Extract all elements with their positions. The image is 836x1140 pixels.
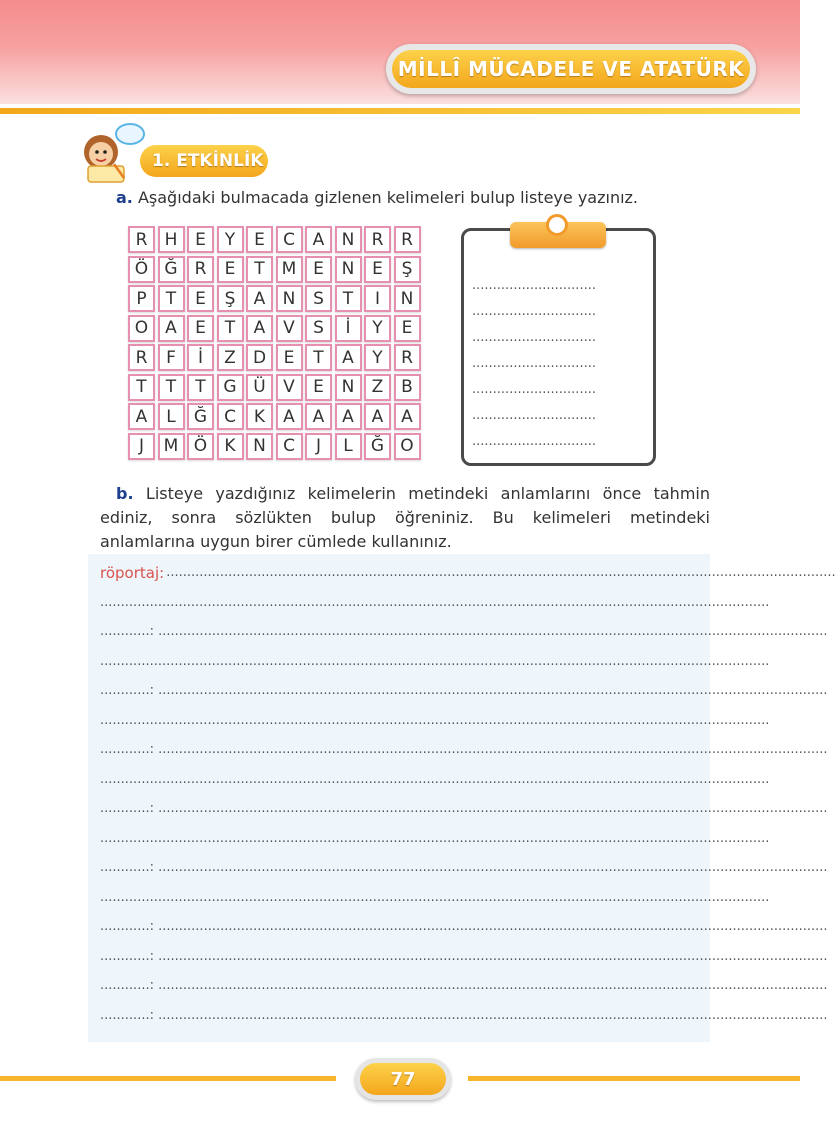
puzzle-cell: K bbox=[217, 433, 244, 460]
dotted-line[interactable]: .................................................................................................................................................................. bbox=[100, 653, 770, 669]
puzzle-cell: H bbox=[158, 226, 185, 253]
dotted-line[interactable]: .................................................................................................................................................................. bbox=[158, 978, 828, 994]
answer-row[interactable] bbox=[100, 971, 828, 1001]
puzzle-cell: A bbox=[158, 315, 185, 342]
part-b-letter: b. bbox=[116, 484, 134, 503]
puzzle-cell: E bbox=[276, 344, 303, 371]
puzzle-cell: E bbox=[246, 226, 273, 253]
puzzle-cell: N bbox=[246, 433, 273, 460]
answer-row[interactable] bbox=[100, 853, 828, 883]
puzzle-cell: N bbox=[335, 374, 362, 401]
puzzle-cell: K bbox=[246, 403, 273, 430]
girl-mascot-icon bbox=[74, 120, 148, 186]
part-b-instruction bbox=[100, 482, 710, 554]
puzzle-cell: E bbox=[305, 374, 332, 401]
puzzle-cell: T bbox=[335, 285, 362, 312]
puzzle-cell: Z bbox=[364, 374, 391, 401]
dotted-line[interactable]: .................................................................................................................................................................. bbox=[166, 565, 836, 581]
puzzle-cell: N bbox=[394, 285, 421, 312]
clipboard-line[interactable]: .............................. bbox=[472, 304, 596, 319]
puzzle-cell: Y bbox=[217, 226, 244, 253]
puzzle-cell: R bbox=[128, 226, 155, 253]
dotted-line[interactable]: .................................................................................................................................................................. bbox=[100, 594, 770, 610]
puzzle-cell: V bbox=[276, 374, 303, 401]
puzzle-cell: P bbox=[128, 285, 155, 312]
puzzle-cell: B bbox=[394, 374, 421, 401]
puzzle-cell: T bbox=[217, 315, 244, 342]
puzzle-cell: Ğ bbox=[158, 256, 185, 283]
puzzle-cell: A bbox=[335, 403, 362, 430]
chapter-title-badge bbox=[386, 44, 756, 94]
puzzle-cell: O bbox=[394, 433, 421, 460]
word-blank[interactable]: ............: bbox=[100, 801, 159, 817]
dotted-line[interactable]: .................................................................................................................................................................. bbox=[158, 948, 828, 964]
puzzle-cell: A bbox=[246, 285, 273, 312]
answer-row[interactable] bbox=[100, 558, 836, 588]
puzzle-cell: Y bbox=[364, 344, 391, 371]
puzzle-cell: J bbox=[128, 433, 155, 460]
puzzle-cell: A bbox=[305, 226, 332, 253]
dotted-line[interactable]: .................................................................................................................................................................. bbox=[158, 801, 828, 817]
header-rule bbox=[0, 108, 800, 114]
puzzle-cell: N bbox=[276, 285, 303, 312]
puzzle-cell: T bbox=[187, 374, 214, 401]
answer-row[interactable] bbox=[100, 883, 770, 913]
activity-label: 1. ETKİNLİK bbox=[140, 145, 268, 177]
answer-row[interactable] bbox=[100, 676, 828, 706]
puzzle-cell: C bbox=[217, 403, 244, 430]
puzzle-cell: G bbox=[217, 374, 244, 401]
clipboard-line[interactable]: .............................. bbox=[472, 434, 596, 449]
dotted-line[interactable]: .................................................................................................................................................................. bbox=[100, 712, 770, 728]
puzzle-cell: C bbox=[276, 433, 303, 460]
puzzle-cell: A bbox=[394, 403, 421, 430]
puzzle-cell: E bbox=[187, 226, 214, 253]
puzzle-cell: I bbox=[364, 285, 391, 312]
puzzle-cell: L bbox=[158, 403, 185, 430]
answer-row[interactable] bbox=[100, 588, 770, 618]
puzzle-cell: İ bbox=[187, 344, 214, 371]
clipboard-line[interactable]: .............................. bbox=[472, 408, 596, 423]
puzzle-cell: Ş bbox=[394, 256, 421, 283]
answer-row[interactable] bbox=[100, 706, 770, 736]
puzzle-cell: J bbox=[305, 433, 332, 460]
part-a-letter: a. bbox=[116, 188, 133, 207]
answer-row[interactable] bbox=[100, 735, 828, 765]
puzzle-cell: M bbox=[158, 433, 185, 460]
part-b-text: Listeye yazdığınız kelimelerin metindeki anlamlarını önce tahmin ediniz, sonra sözlükten bulup öğreniniz. Bu kelimeleri metindeki anlamlarına uygun birer cümlede kullanınız. bbox=[100, 484, 710, 551]
word-blank[interactable]: ............: bbox=[100, 948, 159, 964]
dotted-line[interactable]: .................................................................................................................................................................. bbox=[100, 830, 770, 846]
word-search-grid bbox=[127, 225, 422, 461]
word-blank[interactable]: ............: bbox=[100, 978, 159, 994]
puzzle-cell: E bbox=[364, 256, 391, 283]
puzzle-cell: M bbox=[276, 256, 303, 283]
page-number-badge bbox=[355, 1058, 451, 1100]
answer-row[interactable] bbox=[100, 617, 828, 647]
word-blank[interactable]: ............: bbox=[100, 919, 159, 935]
puzzle-cell: R bbox=[128, 344, 155, 371]
answer-row[interactable] bbox=[100, 1001, 828, 1031]
puzzle-cell: C bbox=[276, 226, 303, 253]
clipboard-ring-icon bbox=[546, 214, 568, 236]
puzzle-cell: N bbox=[335, 256, 362, 283]
puzzle-cell: N bbox=[335, 226, 362, 253]
puzzle-cell: S bbox=[305, 285, 332, 312]
word-blank[interactable]: ............: bbox=[100, 683, 159, 699]
puzzle-cell: O bbox=[128, 315, 155, 342]
puzzle-cell: Z bbox=[217, 344, 244, 371]
clipboard-line[interactable]: .............................. bbox=[472, 356, 596, 371]
chapter-title: MİLLÎ MÜCADELE VE ATATÜRK bbox=[392, 50, 750, 88]
puzzle-cell: E bbox=[305, 256, 332, 283]
puzzle-cell: A bbox=[364, 403, 391, 430]
word-blank[interactable]: ............: bbox=[100, 742, 159, 758]
puzzle-cell: A bbox=[128, 403, 155, 430]
puzzle-cell: Y bbox=[364, 315, 391, 342]
word-blank[interactable]: ............: bbox=[100, 860, 159, 876]
part-a-text: Aşağıdaki bulmacada gizlenen kelimeleri bulup listeye yazınız. bbox=[137, 188, 639, 207]
puzzle-cell: A bbox=[276, 403, 303, 430]
puzzle-cell: Ş bbox=[217, 285, 244, 312]
puzzle-cell: R bbox=[187, 256, 214, 283]
puzzle-cell: E bbox=[187, 285, 214, 312]
puzzle-cell: D bbox=[246, 344, 273, 371]
puzzle-cell: R bbox=[364, 226, 391, 253]
dotted-line[interactable]: .................................................................................................................................................................. bbox=[100, 889, 770, 905]
answer-row[interactable] bbox=[100, 794, 828, 824]
answer-row[interactable] bbox=[100, 765, 770, 795]
footer-rule-right bbox=[468, 1076, 800, 1081]
puzzle-cell: E bbox=[187, 315, 214, 342]
puzzle-cell: S bbox=[305, 315, 332, 342]
answer-row[interactable] bbox=[100, 912, 828, 942]
puzzle-cell: A bbox=[246, 315, 273, 342]
puzzle-cell: İ bbox=[335, 315, 362, 342]
dotted-line[interactable]: .................................................................................................................................................................. bbox=[158, 1007, 828, 1023]
puzzle-cell: T bbox=[158, 285, 185, 312]
word-blank[interactable]: ............: bbox=[100, 624, 159, 640]
clipboard-line[interactable]: .............................. bbox=[472, 382, 596, 397]
puzzle-cell: V bbox=[276, 315, 303, 342]
dotted-line[interactable]: .................................................................................................................................................................. bbox=[158, 860, 828, 876]
dotted-line[interactable]: .................................................................................................................................................................. bbox=[158, 742, 828, 758]
puzzle-cell: T bbox=[128, 374, 155, 401]
clipboard-word-list bbox=[472, 278, 644, 460]
puzzle-cell: Ü bbox=[246, 374, 273, 401]
puzzle-cell: T bbox=[246, 256, 273, 283]
dotted-line[interactable]: .................................................................................................................................................................. bbox=[158, 683, 828, 699]
puzzle-cell: T bbox=[305, 344, 332, 371]
dotted-line[interactable]: .................................................................................................................................................................. bbox=[100, 771, 770, 787]
puzzle-cell: Ö bbox=[128, 256, 155, 283]
clipboard-line[interactable]: .............................. bbox=[472, 330, 596, 345]
puzzle-cell: A bbox=[305, 403, 332, 430]
puzzle-cell: L bbox=[335, 433, 362, 460]
footer-rule-left bbox=[0, 1076, 336, 1081]
puzzle-cell: A bbox=[335, 344, 362, 371]
puzzle-cell: R bbox=[394, 344, 421, 371]
example-word: röportaj: bbox=[100, 563, 165, 582]
answer-row[interactable] bbox=[100, 824, 770, 854]
clipboard-line[interactable]: .............................. bbox=[472, 278, 596, 293]
puzzle-cell: R bbox=[394, 226, 421, 253]
puzzle-cell: E bbox=[217, 256, 244, 283]
puzzle-cell: Ö bbox=[187, 433, 214, 460]
answer-row[interactable] bbox=[100, 647, 770, 677]
puzzle-cell: Ğ bbox=[364, 433, 391, 460]
puzzle-cell: T bbox=[158, 374, 185, 401]
answer-lines bbox=[100, 558, 836, 1030]
puzzle-cell: F bbox=[158, 344, 185, 371]
puzzle-cell: Ğ bbox=[187, 403, 214, 430]
puzzle-cell: E bbox=[394, 315, 421, 342]
dotted-line[interactable]: .................................................................................................................................................................. bbox=[158, 624, 828, 640]
page-number: 77 bbox=[360, 1063, 446, 1095]
word-blank[interactable]: ............: bbox=[100, 1007, 159, 1023]
answer-row[interactable] bbox=[100, 942, 828, 972]
part-a-instruction bbox=[116, 188, 638, 207]
dotted-line[interactable]: .................................................................................................................................................................. bbox=[158, 919, 828, 935]
